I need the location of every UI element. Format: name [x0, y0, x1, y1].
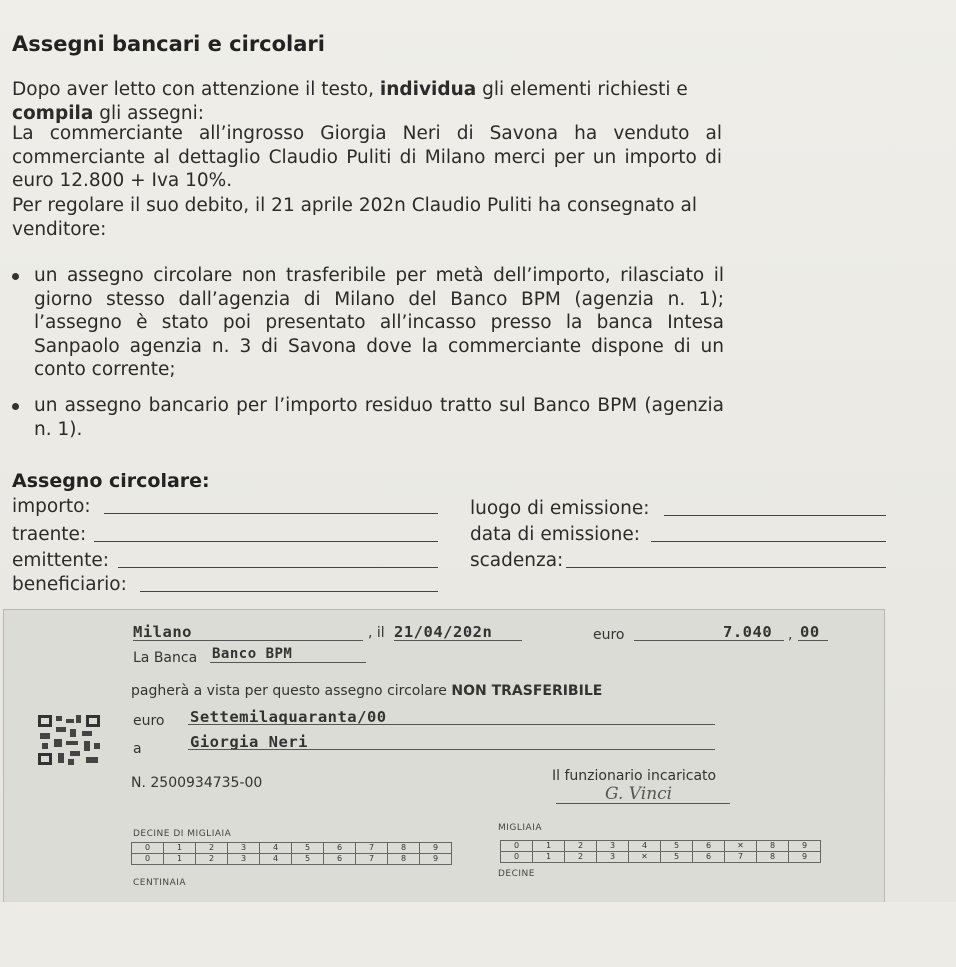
digit-cell[interactable]: 1 — [533, 840, 565, 852]
digit-cell[interactable]: 0 — [131, 853, 164, 865]
digit-cell[interactable]: 0 — [131, 842, 164, 854]
field-beneficiario — [12, 574, 127, 595]
digit-cell[interactable]: 4 — [629, 840, 661, 852]
field-label: emittente: — [12, 550, 110, 571]
digit-cell[interactable]: 1 — [164, 853, 196, 865]
digit-cell[interactable]: 6 — [324, 842, 356, 854]
traente-input-line[interactable] — [94, 541, 438, 542]
digit-cell[interactable]: 4 — [260, 842, 292, 854]
field-luogo — [470, 498, 650, 519]
beneficiario-input-line[interactable] — [140, 591, 438, 592]
field-importo — [12, 496, 91, 517]
field-label: traente: — [12, 524, 87, 545]
page-title: Assegni bancari e circolari — [12, 32, 325, 56]
qr-code-icon — [36, 713, 102, 767]
digit-grid-row — [131, 853, 452, 865]
payee-label: a — [133, 741, 142, 757]
data-input-line[interactable] — [651, 541, 886, 542]
field-emittente — [12, 550, 109, 571]
digit-cell[interactable]: 7 — [356, 842, 388, 854]
signature-underline — [556, 803, 730, 804]
date-label: , il — [368, 625, 385, 641]
digit-cell[interactable]: 2 — [196, 842, 228, 854]
cheque-bank: Banco BPM — [212, 646, 293, 662]
grid-label-migliaia: MIGLIAIA — [498, 823, 543, 833]
scadenza-input-line[interactable] — [566, 567, 886, 568]
form-heading: Assegno circolare: — [12, 470, 210, 492]
field-label: data di emissione: — [470, 524, 640, 545]
digit-cell[interactable]: 3 — [597, 840, 629, 852]
digit-cell[interactable]: ✕ — [629, 851, 661, 863]
importo-input-line[interactable] — [104, 513, 438, 514]
official-label: Il funzionario incaricato — [552, 768, 717, 784]
pay-text-main: pagherà a vista per questo assegno circolare — [131, 683, 447, 699]
instruction-text: gli assegni: — [93, 102, 204, 124]
field-label: luogo di emissione: — [470, 498, 650, 519]
digit-cell[interactable]: 1 — [533, 851, 565, 863]
luogo-input-line[interactable] — [664, 515, 886, 516]
cheque-place: Milano — [133, 623, 192, 641]
emittente-input-line[interactable] — [118, 567, 438, 568]
scenario-paragraph: La commerciante all’ingrosso Giorgia Neri di Savona ha venduto al commerciante al dettaglio Claudio Puliti di Milano merci per un importo di euro 12.800 + Iva 10%. — [12, 123, 722, 191]
instruction-text: gli elementi richiesti e — [476, 79, 688, 100]
digit-cell[interactable]: 0 — [500, 840, 533, 852]
amount-integer: 7.040 — [723, 623, 773, 641]
digit-cell[interactable]: 5 — [292, 842, 324, 854]
instruction-text: Dopo aver letto con attenzione il testo, — [12, 79, 380, 100]
bullet-text: un assegno bancario per l’importo residuo tratto sul Banco BPM (agenzia n. 1). — [34, 395, 724, 440]
bullet-dot-icon — [12, 273, 19, 280]
field-label: beneficiario: — [12, 574, 127, 595]
bullet-text: un assegno circolare non trasferibile per metà dell’importo, rilasciato il giorno stesso dall’agenzia di Milano del Banco BPM (agenzia n. 1); l’assegno è stato poi presentato all’incasso presso la banca Intesa Sanpaolo agenzia n. 3 di Savona dove la commerciante dispone di un conto corrente; — [34, 265, 724, 380]
field-traente — [12, 524, 86, 545]
debt-paragraph: Per regolare il suo debito, il 21 aprile 202n Claudio Puliti ha consegnato al venditore: — [12, 195, 697, 240]
digit-cell[interactable]: 8 — [757, 840, 789, 852]
digit-cell[interactable]: 8 — [388, 853, 420, 865]
digit-grid-row — [500, 851, 821, 863]
decimal-underline — [798, 640, 828, 641]
non-transferable-label: NON TRASFERIBILE — [451, 683, 603, 699]
field-scadenza — [470, 550, 563, 571]
words-euro-label: euro — [133, 713, 165, 729]
digit-cell[interactable]: 3 — [597, 851, 629, 863]
grid-label-decine: DECINE — [498, 869, 535, 879]
digit-cell[interactable]: 0 — [500, 851, 533, 863]
digit-cell[interactable]: 9 — [789, 851, 821, 863]
field-label: importo: — [12, 496, 91, 517]
digit-cell[interactable]: 3 — [228, 842, 260, 854]
place-underline — [133, 640, 363, 641]
amount-underline — [634, 640, 784, 641]
grid-label-decine-migliaia: DECINE DI MIGLIAIA — [133, 829, 232, 839]
digit-cell[interactable]: 3 — [228, 853, 260, 865]
digit-cell[interactable]: ✕ — [725, 840, 757, 852]
page-margin — [0, 902, 956, 967]
digit-cell[interactable]: 6 — [693, 840, 725, 852]
digit-cell[interactable]: 2 — [565, 851, 597, 863]
digit-cell[interactable]: 7 — [725, 851, 757, 863]
digit-cell[interactable]: 6 — [324, 853, 356, 865]
official-signature: G. Vinci — [605, 784, 673, 804]
digit-cell[interactable]: 2 — [565, 840, 597, 852]
cheque-date: 21/04/202n — [394, 623, 493, 641]
instruction-bold: compila — [12, 102, 94, 124]
digit-cell[interactable]: 5 — [292, 853, 324, 865]
digit-cell[interactable]: 2 — [196, 853, 228, 865]
bank-underline — [210, 662, 366, 663]
date-underline — [394, 640, 522, 641]
cheque-number: N. 2500934735-00 — [131, 775, 263, 791]
amount-decimal: 00 — [800, 623, 820, 641]
digit-cell[interactable]: 4 — [260, 853, 292, 865]
field-data — [470, 524, 640, 545]
digit-cell[interactable]: 6 — [693, 851, 725, 863]
words-underline — [188, 724, 715, 725]
digit-cell[interactable]: 5 — [661, 840, 693, 852]
payee-underline — [188, 749, 715, 750]
digit-cell[interactable]: 9 — [420, 842, 452, 854]
euro-label: euro — [593, 627, 625, 643]
instruction-bold: individua — [379, 79, 477, 100]
instruction-paragraph — [12, 78, 722, 125]
grid-label-centinaia: CENTINAIA — [133, 878, 187, 888]
digit-cell[interactable]: 8 — [388, 842, 420, 854]
bank-label: La Banca — [133, 650, 198, 666]
digit-cell[interactable]: 1 — [164, 842, 196, 854]
digit-cell[interactable]: 9 — [420, 853, 452, 865]
cheque-payee: Giorgia Neri — [190, 733, 308, 751]
field-label: scadenza: — [470, 550, 564, 571]
bullet-dot-icon — [12, 403, 19, 410]
amount-comma: , — [788, 627, 793, 643]
digit-cell[interactable]: 5 — [661, 851, 693, 863]
pay-text — [131, 683, 602, 699]
digit-cell[interactable]: 7 — [356, 853, 388, 865]
amount-in-words: Settemilaquaranta/00 — [190, 708, 387, 726]
digit-cell[interactable]: 9 — [789, 840, 821, 852]
digit-cell[interactable]: 8 — [757, 851, 789, 863]
